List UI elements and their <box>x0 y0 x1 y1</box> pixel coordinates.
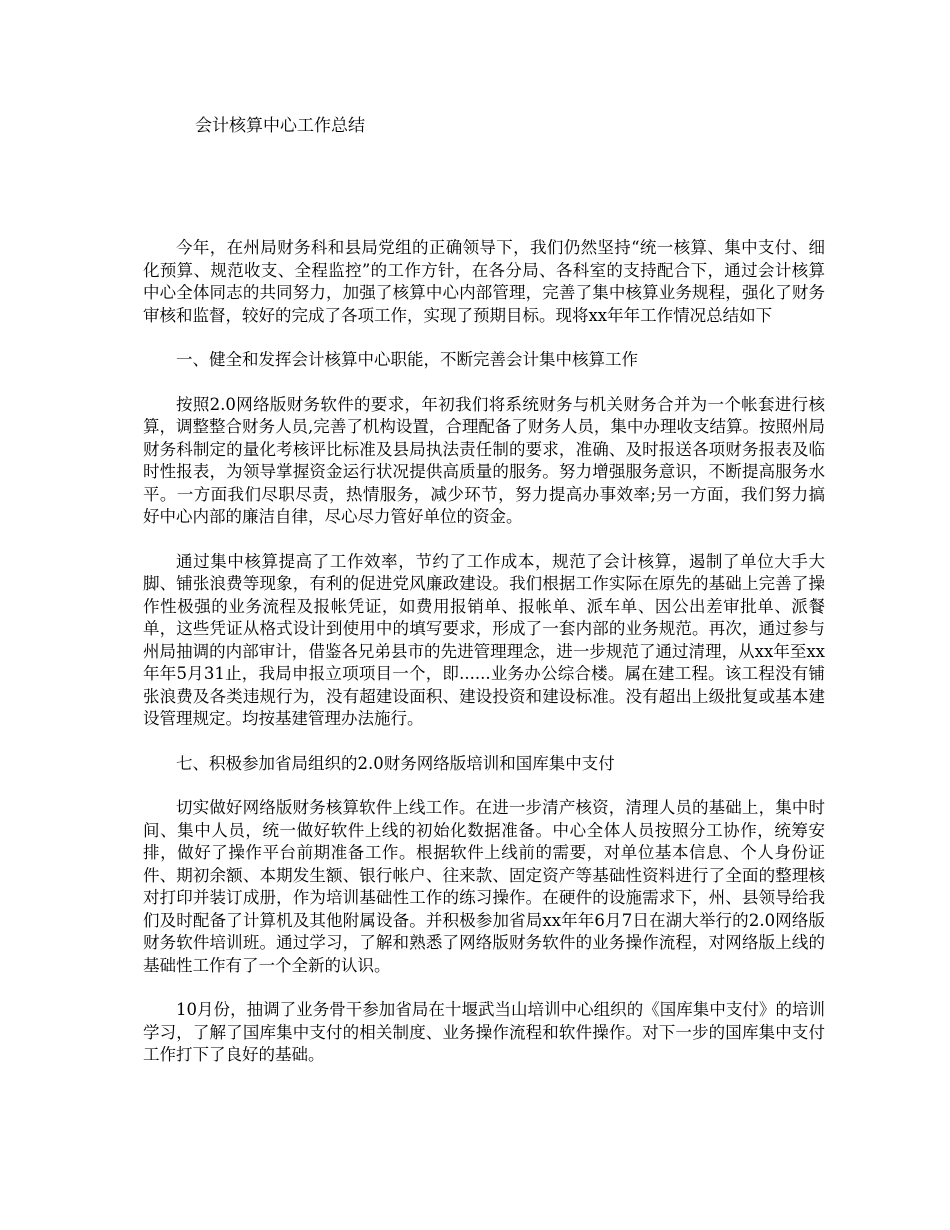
section-heading-7: 七、积极参加省局组织的2.0财务网络版培训和国库集中支付 <box>176 753 615 773</box>
paragraph-october-training: 10月份，抽调了业务骨干参加省局在十堰武当山培训中心组织的《国库集中支付》的培训学习，了解了国库集中支付的相关制度、业务操作流程和软件操作。对下一步的国库集中支付工作打下了良好的基础。 <box>143 1000 825 1064</box>
paragraph-software-merge: 按照2.0网络版财务软件的要求，年初我们将系统财务与机关财务合并为一个帐套进行核算，调整整合财务人员,完善了机构设置，合理配备了财务人员，集中办理收支结算。按照州局财务科制定的量化考核评比标准及县局执法责任制的要求，准确、及时报送各项财务报表及临时性报表，为领导掌握资金运行状况提供高质量的服务。努力增强服务意识，不断提高服务水平。一方面我们尽职尽责，热情服务，减少环节，努力提高办事效率;另一方面，我们努力搞好中心内部的廉洁自律，尽心尽力管好单位的资金。 <box>143 394 825 526</box>
section-heading-1: 一、健全和发挥会计核算中心职能，不断完善会计集中核算工作 <box>176 350 638 369</box>
document-body <box>143 237 825 1089</box>
paragraph-software-launch: 切实做好网络版财务核算软件上线工作。在进一步清产核资，清理人员的基础上，集中时间、集中人员，统一做好软件上线的初始化数据准备。中心全体人员按照分工协作，统筹安排，做好了操作平台前期准备工作。根据软件上线前的需要，对单位基本信息、个人身份证件、期初余额、本期发生额、银行帐户、往来款、固定资产等基础性资料进行了全面的整理核对打印并装订成册，作为培训基础性工作的练习操作。在硬件的设施需求下，州、县领导给我们及时配备了计算机及其他附属设备。并积极参加省局xx年年6月7日在湖大举行的2.0网络版财务软件培训班。通过学习，了解和熟悉了网络版财务软件的业务操作流程，对网络版上线的基础性工作有了一个全新的认识。 <box>143 798 825 975</box>
paragraph-efficiency: 通过集中核算提高了工作效率，节约了工作成本，规范了会计核算，遏制了单位大手大脚、铺张浪费等现象，有利的促进党风廉政建设。我们根据工作实际在原先的基础上完善了操作性极强的业务流程及报帐凭证，如费用报销单、报帐单、派车单、因公出差审批单、派餐单，这些凭证从格式设计到使用中的填写要求，形成了一套内部的业务规范。再次，通过参与州局抽调的内部审计，借鉴各兄弟县市的先进管理理念，进一步规范了通过清理，从xx年至xx年年5月31止，我局申报立项项目一个，即......业务办公综合楼。属在建工程。该工程没有铺张浪费及各类违规行为，没有超建设面积、建设投资和建设标准。没有超出上级批复或基本建设管理规定。均按基建管理办法施行。 <box>143 551 825 728</box>
document-title: 会计核算中心工作总结 <box>195 116 365 136</box>
paragraph-intro: 今年，在州局财务科和县局党组的正确领导下，我们仍然坚持“统一核算、集中支付、细化预算、规范收支、全程监控”的工作方针，在各分局、各科室的支持配合下，通过会计核算中心全体同志的共同努力，加强了核算中心内部管理，完善了集中核算业务规程，强化了财务审核和监督，较好的完成了各项工作，实现了预期目标。现将xx年年工作情况总结如下 <box>143 238 825 325</box>
